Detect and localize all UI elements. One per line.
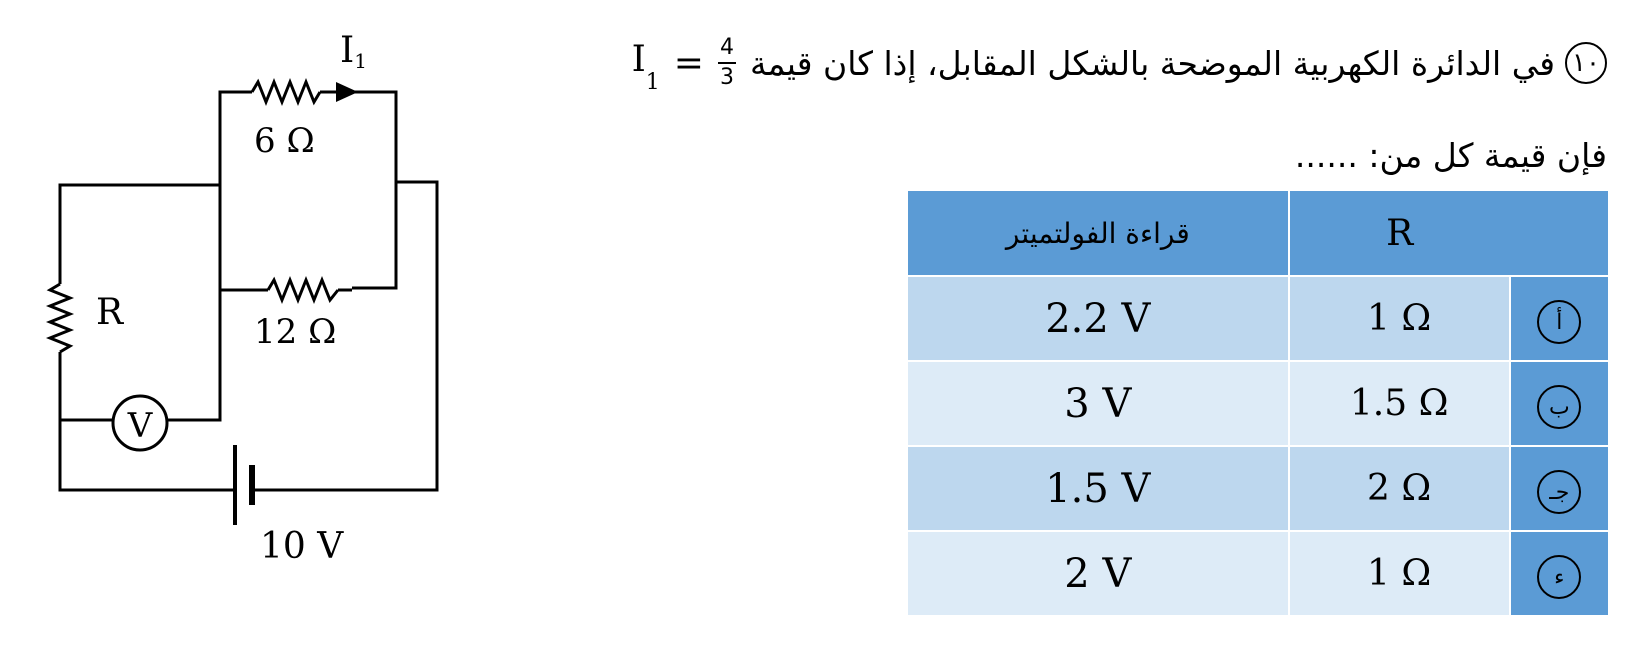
- table-header-row: [907, 190, 1609, 276]
- choice-label-cell: [1510, 276, 1609, 361]
- formula-fraction: [718, 37, 736, 89]
- resistor-12-ohm: [268, 280, 338, 300]
- battery-label: 10 V: [260, 526, 344, 567]
- choice-label[interactable]: جـ: [1537, 470, 1581, 514]
- table-row[interactable]: [907, 446, 1609, 531]
- table-row[interactable]: [907, 531, 1609, 616]
- voltmeter-label: V: [127, 406, 153, 446]
- fraction-numerator: 4: [718, 37, 736, 64]
- current-arrow: [336, 82, 358, 102]
- formula-equals: =: [673, 42, 704, 84]
- question-text: في الدائرة الكهربية الموضحة بالشكل المقابل، إذا كان قيمة: [749, 43, 1555, 83]
- resistance-value: 2 Ω: [1289, 446, 1510, 531]
- voltmeter-value: 3 V: [907, 361, 1289, 446]
- circuit-diagram: [40, 20, 520, 580]
- wire-top-branch: [220, 92, 252, 176]
- fraction-denominator: 3: [719, 65, 734, 90]
- choice-label-cell: [1510, 361, 1609, 446]
- resistance-value: 1 Ω: [1289, 276, 1510, 361]
- resistance-value: 1 Ω: [1289, 531, 1510, 616]
- header-voltmeter-reading: قراءة الفولتميتر: [907, 190, 1289, 276]
- resistor-6-label: 6 Ω: [254, 121, 315, 161]
- choice-label[interactable]: أ: [1537, 300, 1581, 344]
- current-label: I1: [340, 30, 367, 73]
- question-number: ١٠: [1565, 42, 1607, 84]
- voltmeter-value: 1.5 V: [907, 446, 1289, 531]
- header-label-cell: [1510, 190, 1609, 276]
- choice-label-cell: [1510, 446, 1609, 531]
- choice-label[interactable]: ء: [1537, 555, 1581, 599]
- current-formula: [631, 35, 736, 95]
- resistor-r-label: R: [96, 292, 124, 333]
- voltmeter-value: 2.2 V: [907, 276, 1289, 361]
- formula-symbol: $I_1$: [631, 39, 660, 95]
- voltmeter-value: 2 V: [907, 531, 1289, 616]
- resistor-r: [50, 284, 70, 352]
- resistance-value: 1.5 Ω: [1289, 361, 1510, 446]
- resistor-6-ohm: [252, 82, 320, 102]
- answers-table: [906, 189, 1610, 617]
- choice-label-cell: [1510, 531, 1609, 616]
- question-line-1: [632, 30, 1607, 96]
- table-row[interactable]: [907, 276, 1609, 361]
- resistor-12-label: 12 Ω: [254, 312, 337, 352]
- table-row[interactable]: [907, 361, 1609, 446]
- header-r: R: [1289, 190, 1510, 276]
- choice-label[interactable]: ب: [1537, 385, 1581, 429]
- question-line-2: فإن قيمة كل من: ......: [1294, 136, 1607, 175]
